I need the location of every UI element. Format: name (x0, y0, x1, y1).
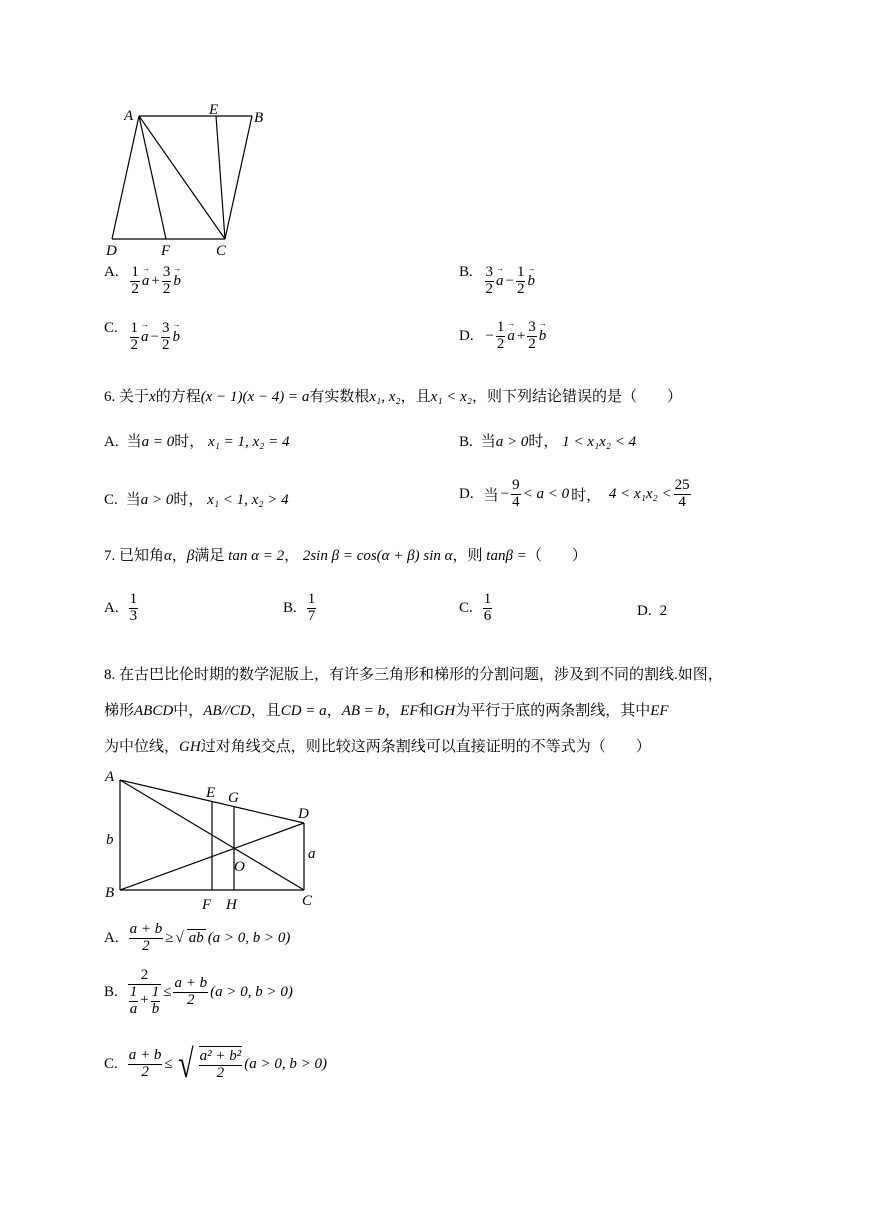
q6-option-b[interactable]: B. 当a > 0时， 1 < x₁x₂ < 4 (459, 434, 637, 451)
label-D: D (298, 806, 309, 822)
label-F: F (202, 897, 212, 913)
q8-option-c[interactable]: C. $\frac{a + b}{2}$ ≤ √ $\frac{\text{a² + b²}}{2}$ (a > 0, b > 0) (104, 1041, 327, 1086)
label-A: A (105, 769, 115, 785)
label-F: F (161, 243, 171, 259)
q7-option-d[interactable]: D. 2 (637, 603, 668, 620)
label-C: C (216, 243, 227, 259)
label-A: A (124, 108, 134, 124)
q8-option-b[interactable]: B. 2 $\frac{1}{a}$ + $\frac{1}{b}$ ≤ $\frac{a + b}{2}$ (a > 0, b > 0) (104, 967, 293, 1017)
label-B: B (254, 110, 264, 126)
q8-stem: 8. 在古巴比伦时期的数学泥版上，有许多三角形和梯形的分割问题，涉及到不同的割线.如图， 梯形ABCD中，AB//CD，且CD = a，AB = b，EF和GH为平行于底的两条割线，其中EF 为中位线，GH过对角线交点，则比较这两条割线可以直接证明的不等式为（ ） (104, 667, 723, 755)
label-B: B (105, 885, 115, 901)
q7-option-c[interactable]: C. $\frac{1}{6}$ (459, 591, 492, 624)
label-D: D (106, 243, 117, 259)
q6-option-d[interactable]: D. 当 − $\frac{9}{4}$ < a < 0 时， 4 < x₁x₂ < $\frac{25}{4}$ (459, 477, 690, 510)
label-H: H (226, 897, 237, 913)
parallelogram-figure (100, 98, 280, 260)
label-E: E (206, 785, 216, 801)
label-C: C (302, 893, 313, 909)
q5-option-d[interactable]: D. − $\frac{1}{2}$ → a + $\frac{3}{2}$ → b (459, 320, 546, 353)
trapezoid-figure (98, 766, 328, 914)
q7-option-a[interactable]: A. $\frac{1}{3}$ (104, 591, 138, 624)
q6-option-a[interactable]: A. 当a = 0时， x₁ = 1, x₂ = 4 (104, 434, 290, 451)
label-a: a (308, 846, 316, 862)
q8-option-a[interactable]: A. $\frac{a + b}{2}$ ≥ √ ab (a > 0, b > 0) (104, 921, 291, 954)
q5-option-a[interactable]: A. $\frac{1}{2}$ → a + $\frac{3}{2}$ → b (104, 264, 181, 298)
q6-option-c[interactable]: C. 当a > 0时， x₁ < 1, x₂ > 4 (104, 492, 289, 509)
label-E: E (209, 102, 219, 118)
q6-stem: 6. 关于x的方程(x − 1)(x − 4) = a有实数根x₁, x₂，且x₁ < x₂，则下列结论错误的是（ ） (104, 389, 683, 405)
q5-option-c[interactable]: C. $\frac{1}{2}$ → a − $\frac{3}{2}$ → b (104, 320, 180, 354)
label-O: O (234, 859, 245, 875)
q7-stem: 7. 已知角α，β满足 tan α = 2， 2sin β = cos(α + β) sin α，则 tanβ =（ ） (104, 548, 587, 564)
label-b: b (106, 832, 114, 848)
q7-option-b[interactable]: B. $\frac{1}{7}$ (283, 591, 316, 624)
label-G: G (228, 790, 239, 806)
q5-option-b[interactable]: B. $\frac{3}{2}$ → a − $\frac{1}{2}$ → b (459, 264, 535, 298)
